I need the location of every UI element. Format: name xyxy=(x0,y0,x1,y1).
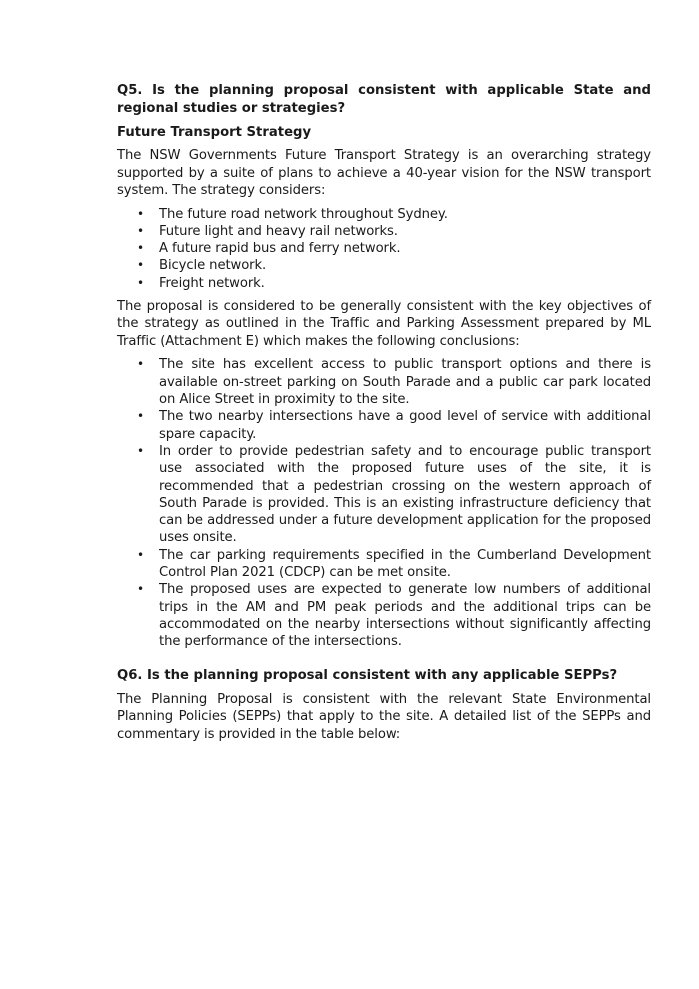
future-transport-subheading: Future Transport Strategy xyxy=(117,125,312,140)
document-page xyxy=(117,82,651,749)
bullet-icon: • xyxy=(137,357,144,372)
list-item: • The site has excellent access to public transport options and there is available on-street parking on South Parade and a public car park located on Alice Street in proximity to the site. xyxy=(137,357,651,408)
traffic-conclusions-list xyxy=(117,356,651,650)
list-item: • In order to provide pedestrian safety and to encourage public transport use associated with the proposed future uses of the site, it is recommended that a pedestrian crossing on the western approach of South Parade is provided. This is an existing infrastructure deficiency that can be addressed under a future development application for the proposed uses onsite. xyxy=(137,443,651,546)
bullet-icon: • xyxy=(137,547,144,562)
bullet-icon: • xyxy=(137,409,144,424)
future-transport-intro: The NSW Governments Future Transport Strategy is an overarching strategy supported by a suite of plans to achieve a 40-year vision for the NSW transport system. The strategy considers: xyxy=(117,148,651,198)
bullet-icon: • xyxy=(137,443,144,458)
strategy-considers-list xyxy=(117,206,651,292)
sepp-paragraph: The Planning Proposal is consistent with the relevant State Environmental Planning Policies (SEPPs) that apply to the site. A detailed list of the SEPPs and commentary is provided in the table below: xyxy=(117,691,651,742)
bullet-icon: • xyxy=(137,241,144,256)
bullet-icon: • xyxy=(137,258,144,273)
list-item: • The future road network throughout Sydney. xyxy=(137,206,448,222)
list-item: • The two nearby intersections have a good level of service with additional spare capacity. xyxy=(137,409,651,442)
consistency-paragraph: The proposal is considered to be generally consistent with the key objectives of the strategy as outlined in the Traffic and Parking Assessment prepared by ML Traffic (Attachment E) which makes the following conclusions: xyxy=(117,298,651,349)
bullet-icon: • xyxy=(137,223,144,238)
bullet-icon: • xyxy=(137,275,144,290)
bullet-icon: • xyxy=(137,206,144,221)
list-item: • Freight network. xyxy=(137,275,265,291)
list-item: • The proposed uses are expected to generate low numbers of additional trips in the AM and PM peak periods and the additional trips can be accommodated on the nearby intersections without significantly affecting the performance of the intersections. xyxy=(137,582,651,650)
list-item: • A future rapid bus and ferry network. xyxy=(137,241,401,257)
list-item: • Bicycle network. xyxy=(137,258,267,274)
bullet-icon: • xyxy=(137,582,144,597)
list-item: • Future light and heavy rail networks. xyxy=(137,223,398,239)
q6-heading: Q6. Is the planning proposal consistent with any applicable SEPPs? xyxy=(117,667,618,683)
list-item: • The car parking requirements specified in the Cumberland Development Control Plan 2021 (CDCP) can be met onsite. xyxy=(137,547,651,581)
q5-heading: Q5. Is the planning proposal consistent with applicable State and regional studies or strategies? xyxy=(117,83,651,116)
